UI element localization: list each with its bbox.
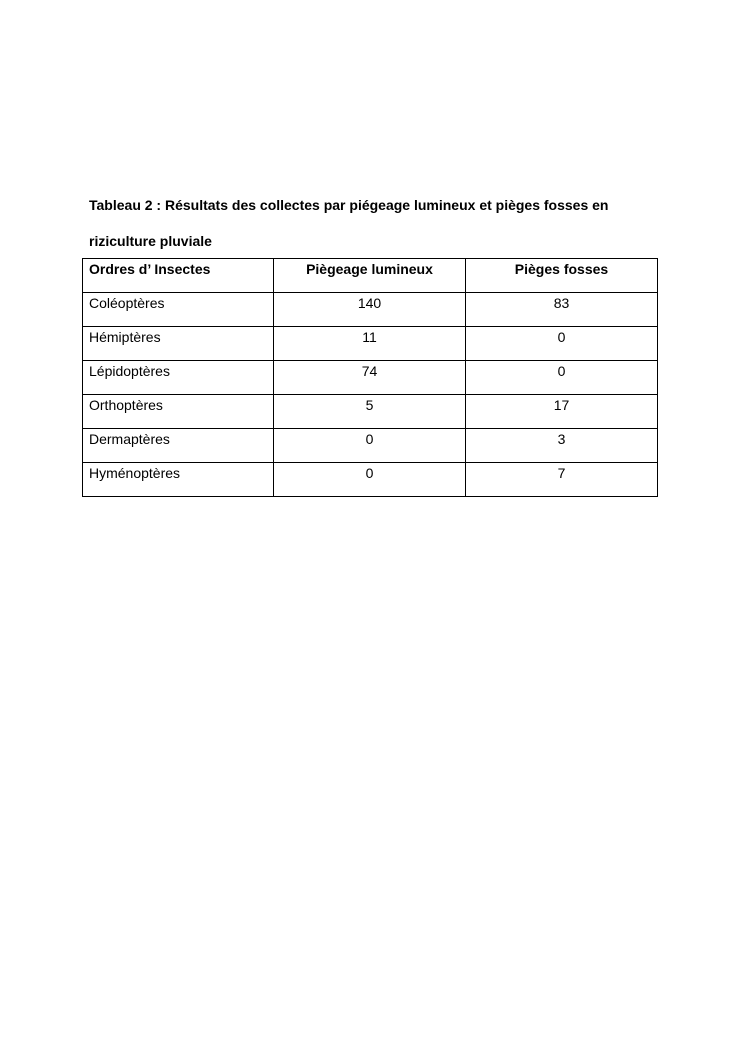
cell-pieges-fosses: 7 [466,463,658,497]
table-row [83,293,658,327]
table-caption [89,187,689,259]
cell-piegeage-lumineux: 11 [274,327,466,361]
header-piegeage-lumineux: Piègeage lumineux [274,259,466,293]
cell-pieges-fosses: 0 [466,361,658,395]
cell-pieges-fosses: 17 [466,395,658,429]
cell-order: Lépidoptères [83,361,274,395]
cell-piegeage-lumineux: 5 [274,395,466,429]
cell-pieges-fosses: 83 [466,293,658,327]
header-ordres: Ordres d’ Insectes [83,259,274,293]
cell-order: Orthoptères [83,395,274,429]
caption-line-2: riziculture pluviale [89,233,212,249]
table-row [83,463,658,497]
table-row [83,327,658,361]
table-row [83,395,658,429]
cell-piegeage-lumineux: 74 [274,361,466,395]
table-header-row [83,259,658,293]
caption-line-1: Tableau 2 : Résultats des collectes par piégeage lumineux et pièges fosses en [89,197,609,213]
header-pieges-fosses: Pièges fosses [466,259,658,293]
cell-piegeage-lumineux: 0 [274,463,466,497]
cell-pieges-fosses: 0 [466,327,658,361]
cell-order: Hémiptères [83,327,274,361]
cell-piegeage-lumineux: 140 [274,293,466,327]
table-row [83,361,658,395]
cell-pieges-fosses: 3 [466,429,658,463]
cell-order: Hyménoptères [83,463,274,497]
results-table [82,258,658,497]
cell-order: Coléoptères [83,293,274,327]
cell-piegeage-lumineux: 0 [274,429,466,463]
table-row [83,429,658,463]
cell-order: Dermaptères [83,429,274,463]
